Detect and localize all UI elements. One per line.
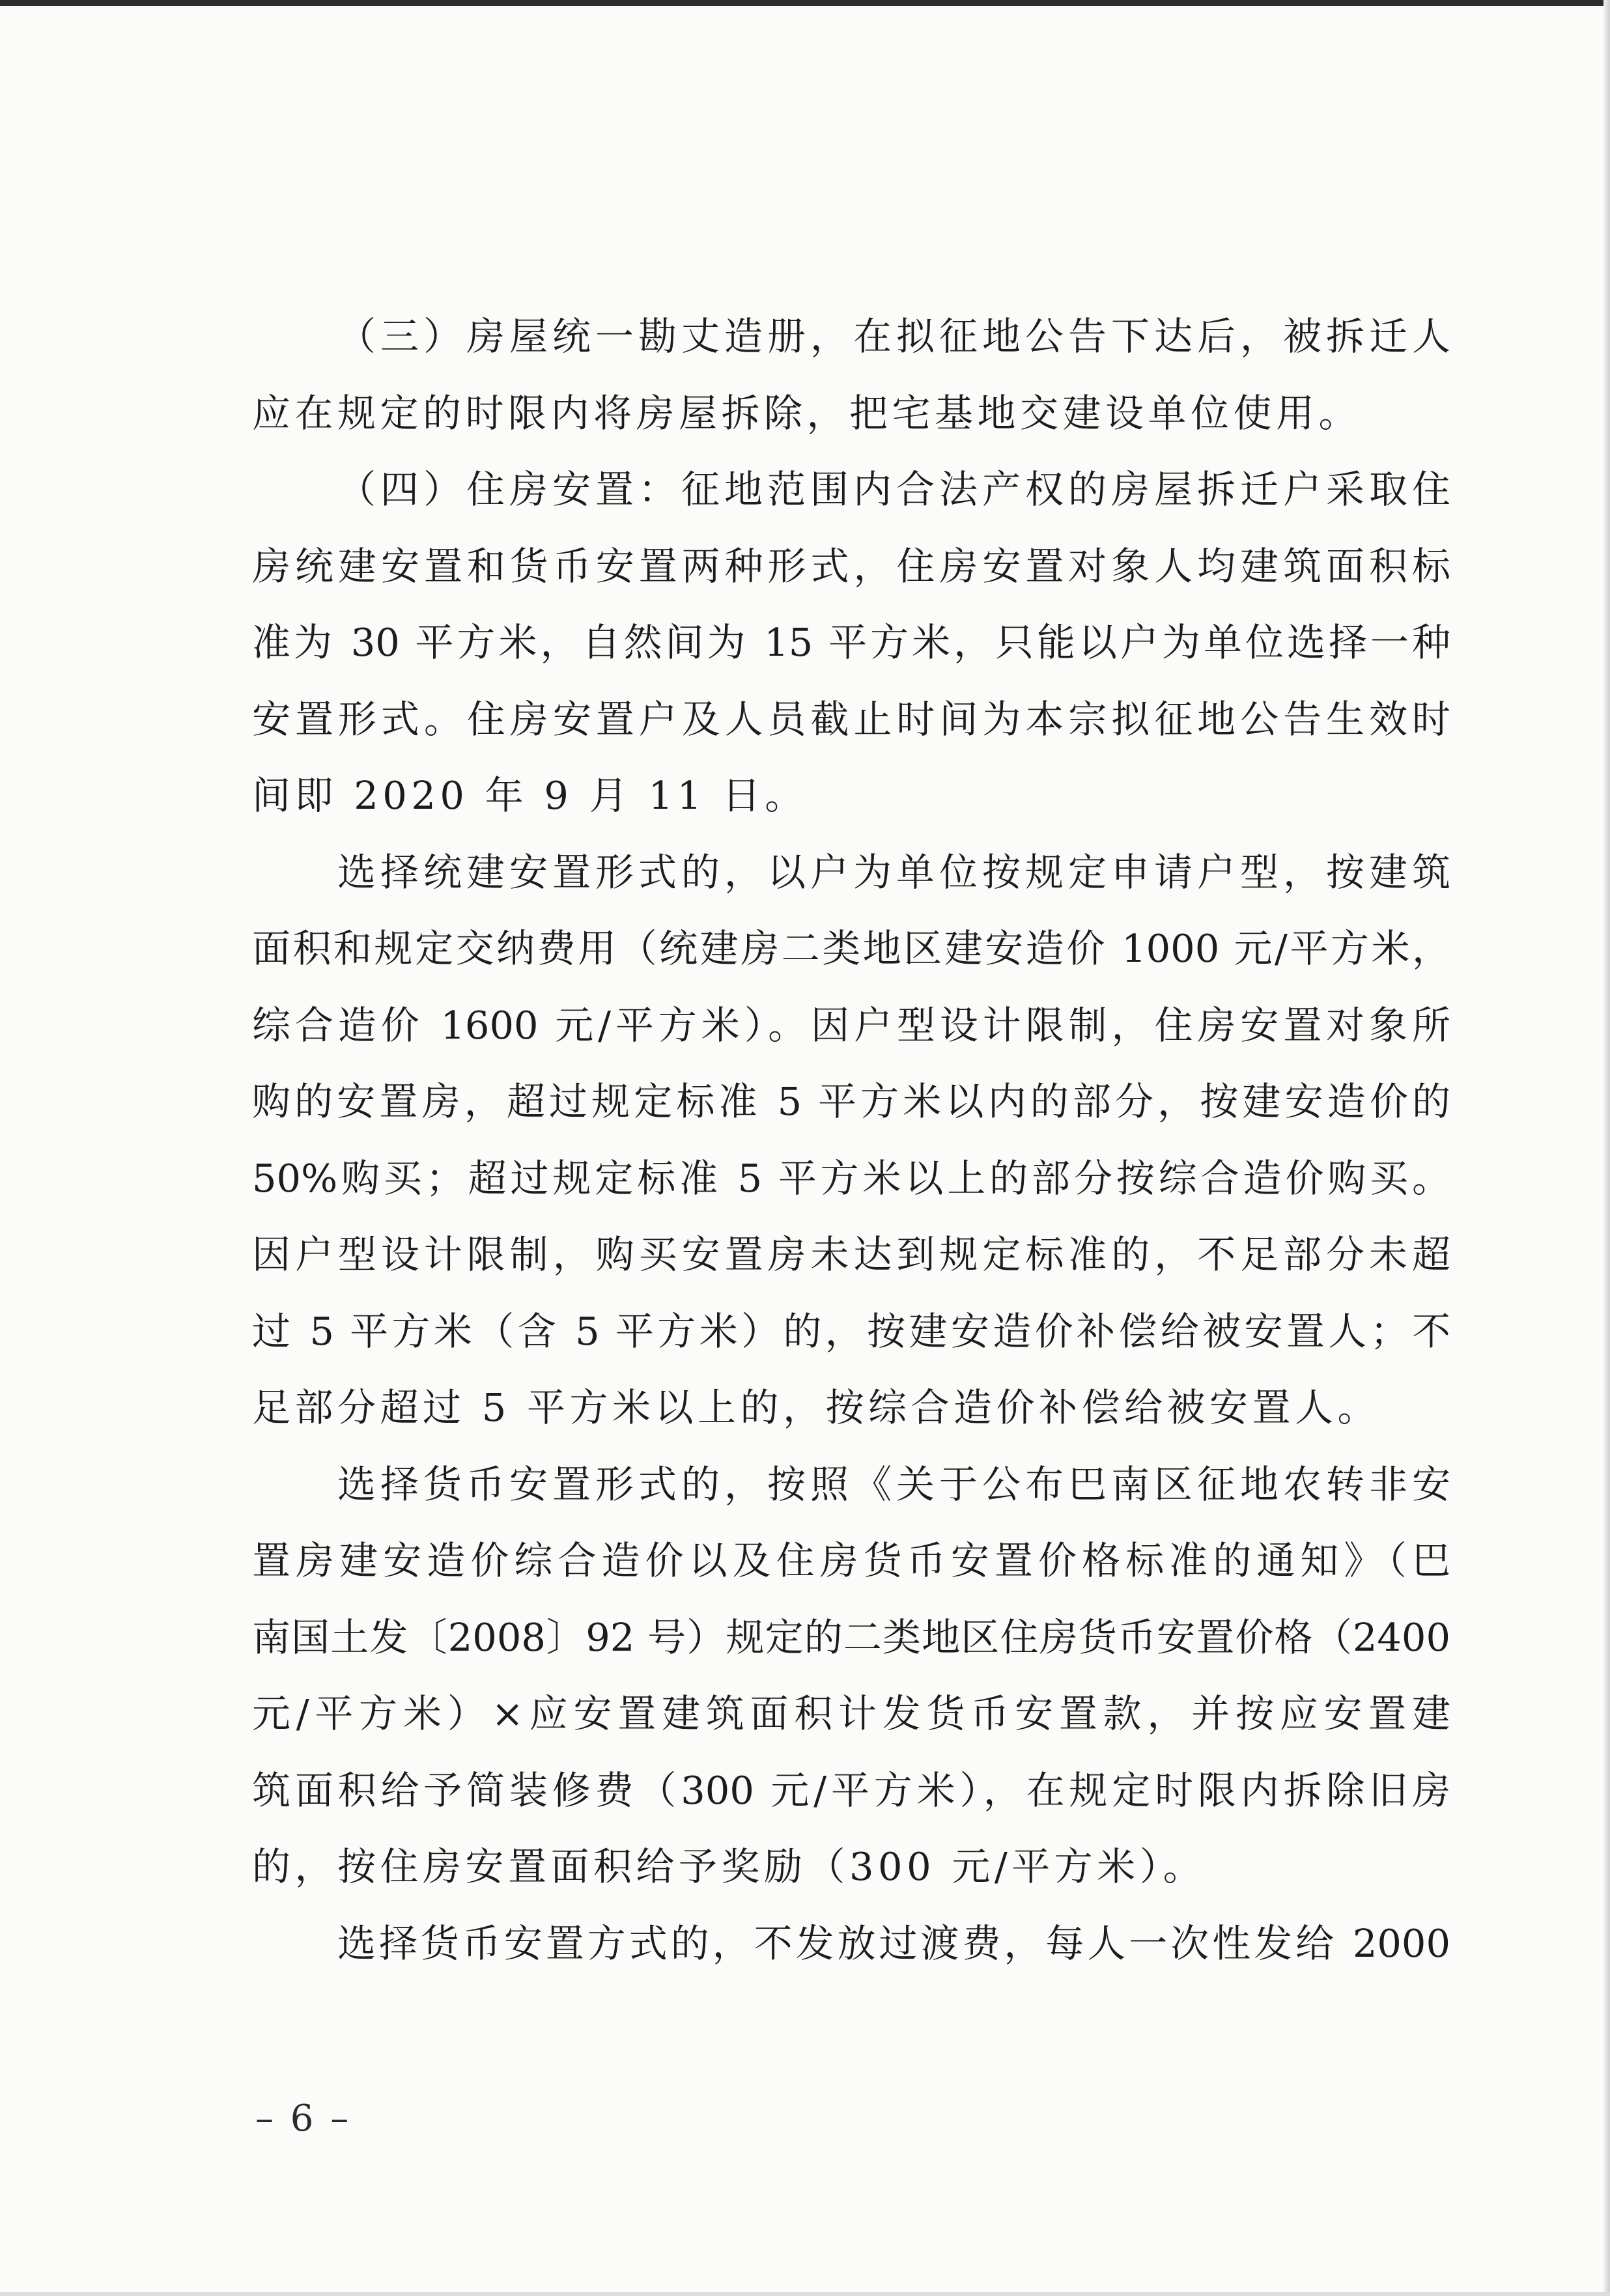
text-line: 50%购买；超过规定标准 5 平方米以上的部分按综合造价购买。	[252, 1155, 1450, 1201]
text-line: 选择货币安置形式的，按照《关于公布巴南区征地农转非安	[337, 1461, 1450, 1507]
paragraph-housing-resettlement	[252, 451, 1450, 834]
text-line: （三）房屋统一勘丈造册，在拟征地公告下达后，被拆迁人	[337, 314, 1450, 359]
document-body	[252, 298, 1450, 1981]
text-line: 元/平方米）×应安置建筑面积计发货币安置款，并按应安置建	[252, 1691, 1450, 1736]
text-line: 应在规定的时限内将房屋拆除，把宅基地交建设单位使用。	[252, 390, 1362, 436]
text-line: （四）住房安置：征地范围内合法产权的房屋拆迁户采取住	[337, 467, 1450, 512]
text-line: 的，按住房安置面积给予奖励（300 元/平方米）。	[252, 1844, 1206, 1889]
text-line: 房统建安置和货币安置两种形式，住房安置对象人均建筑面积标	[252, 543, 1450, 589]
text-line: 因户型设计限制，购买安置房未达到规定标准的，不足部分未超	[252, 1232, 1450, 1277]
text-line: 综合造价 1600 元/平方米）。因户型设计限制，住房安置对象所	[252, 1002, 1450, 1048]
text-line: 置房建安造价综合造价以及住房货币安置价格标准的通知》（巴	[252, 1538, 1450, 1583]
text-line: 南国土发〔2008〕92 号）规定的二类地区住房货币安置价格（2400	[252, 1614, 1450, 1660]
text-line: 购的安置房，超过规定标准 5 平方米以内的部分，按建安造价的	[252, 1079, 1450, 1124]
paragraph-monetary-resettlement	[252, 1446, 1450, 1905]
text-line: 过 5 平方米（含 5 平方米）的，按建安造价补偿给被安置人；不	[252, 1308, 1450, 1354]
text-line: 面积和规定交纳费用（统建房二类地区建安造价 1000 元/平方米，	[252, 926, 1450, 971]
paragraph-unified-construction	[252, 834, 1450, 1446]
text-line: 足部分超过 5 平方米以上的，按综合造价补偿给被安置人。	[252, 1385, 1381, 1430]
text-line: 选择货币安置方式的，不发放过渡费，每人一次性发给 2000	[337, 1920, 1450, 1966]
page-number: – 6 –	[255, 2097, 352, 2140]
text-line: 安置形式。住房安置户及人员截止时间为本宗拟征地公告生效时	[252, 696, 1450, 742]
paragraph-transition-fee	[252, 1905, 1450, 1982]
text-line: 间即 2020 年 9 月 11 日。	[252, 773, 808, 818]
text-line: 选择统建安置形式的，以户为单位按规定申请户型，按建筑	[337, 849, 1450, 895]
text-line: 准为 30 平方米，自然间为 15 平方米，只能以户为单位选择一种	[252, 620, 1450, 665]
scan-top-edge	[0, 0, 1610, 6]
paragraph-housing-survey	[252, 298, 1450, 451]
text-line: 筑面积给予简装修费（300 元/平方米），在规定时限内拆除旧房	[252, 1767, 1450, 1813]
scan-right-edge	[1603, 0, 1610, 2296]
scan-bottom-edge	[0, 2292, 1610, 2296]
